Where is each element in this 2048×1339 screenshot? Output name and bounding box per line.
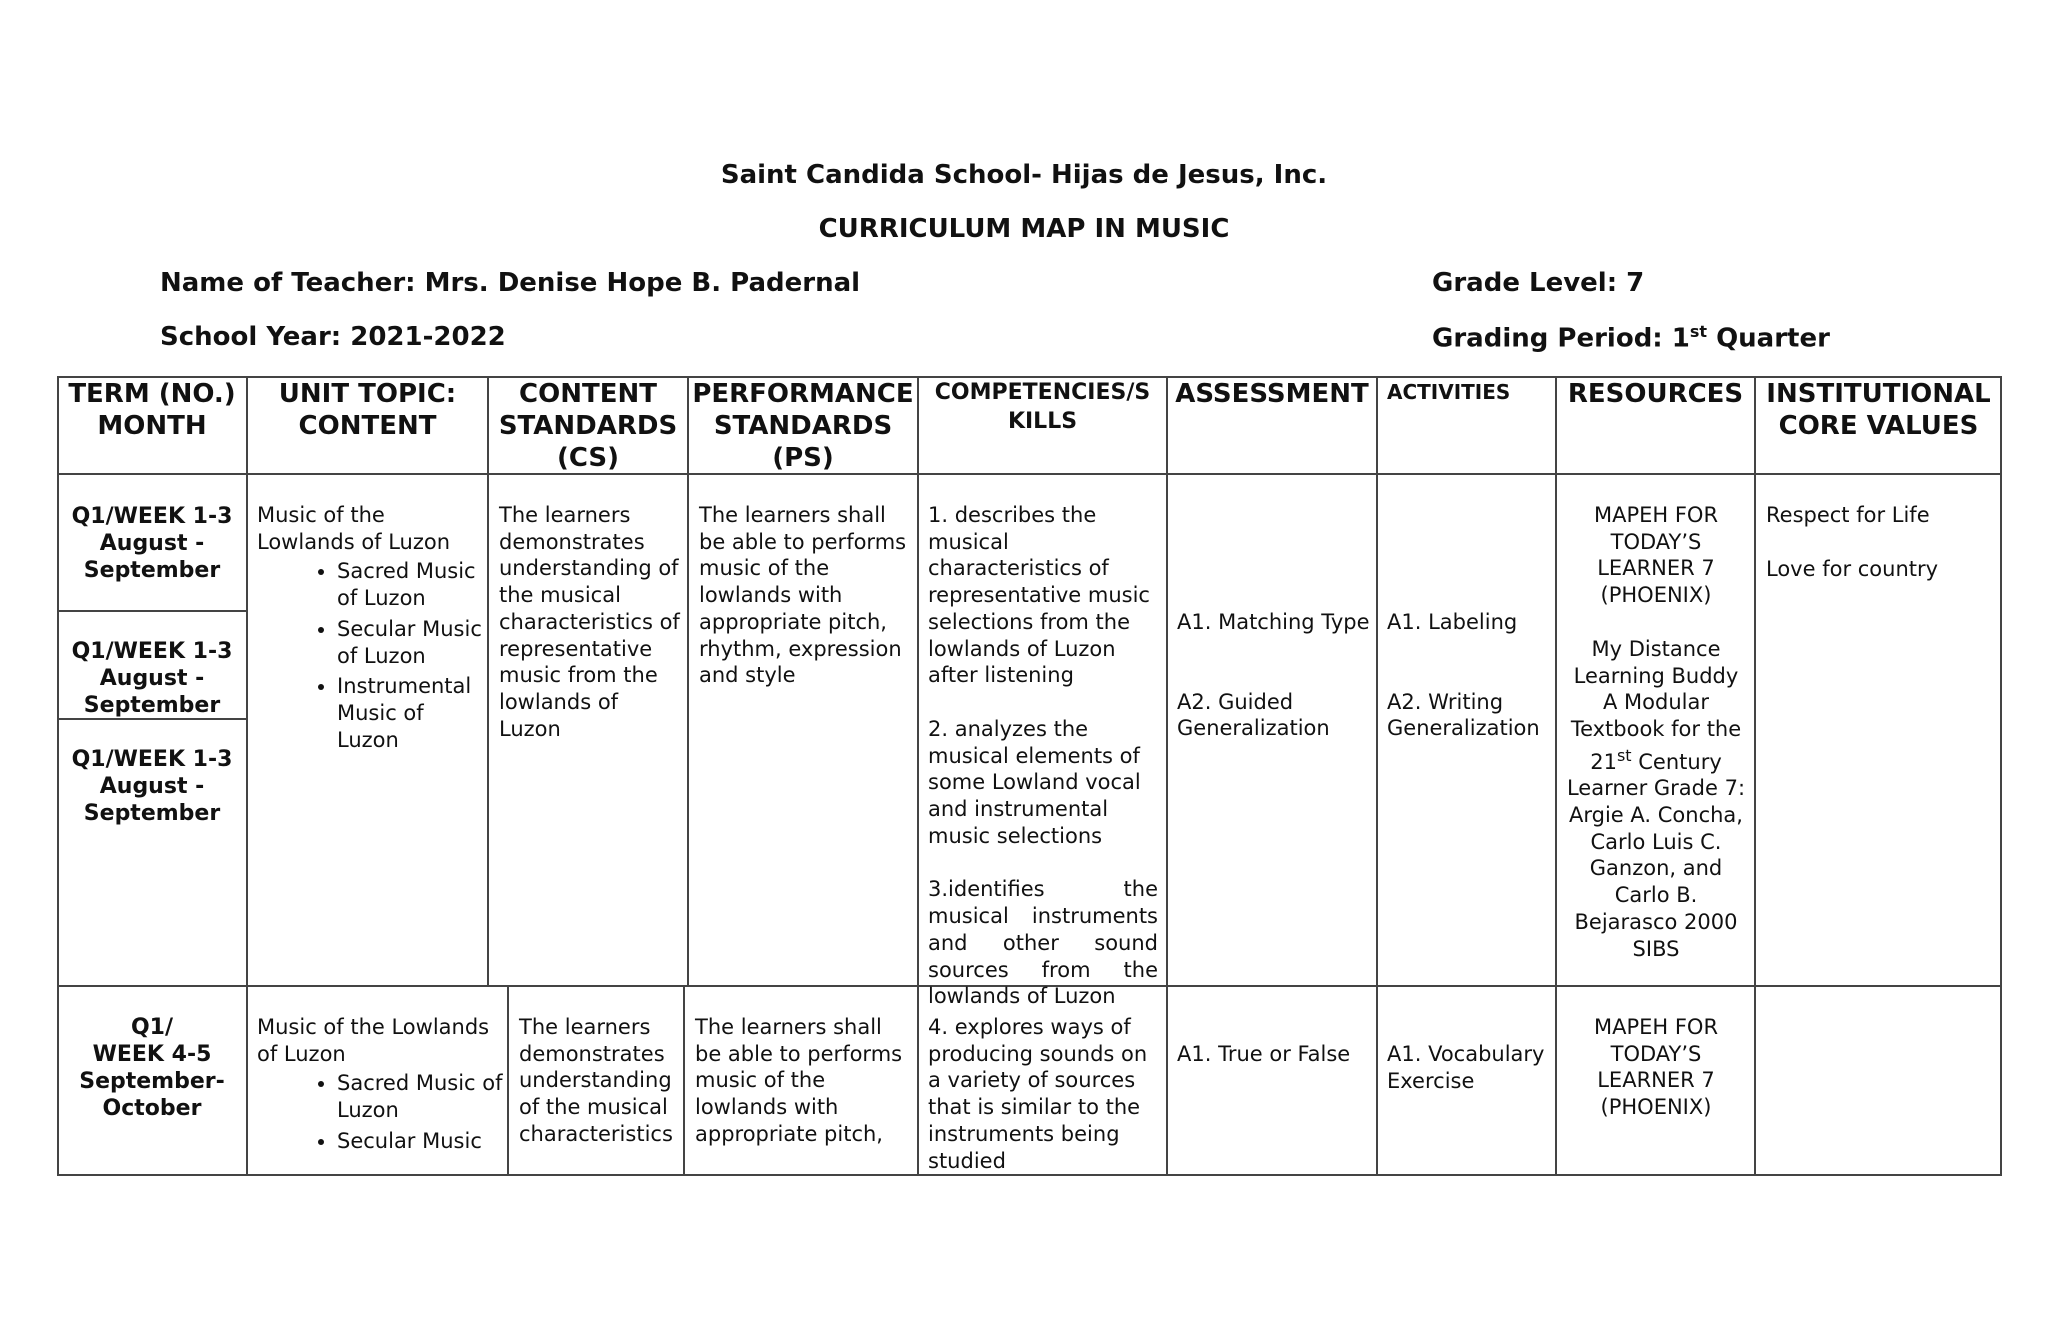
core-value-item: Love for country [1766,556,1939,581]
unit-topic-list [257,1070,505,1154]
col-line [1166,376,1168,1176]
list-item: • Sacred Music of Luzon [337,1070,505,1123]
col-header-term-line: TERM (NO.) [68,379,236,409]
col-header-content-standards [488,378,688,474]
core-values-cell [1766,502,1996,582]
col-header-assessment [1167,378,1377,410]
term-line: September [83,801,221,826]
list-item: • Secular Music [337,1128,505,1155]
col-header-unit-line: CONTENT [298,411,437,441]
list-item: • Secular Music of Luzon [337,616,485,669]
term-cell [57,746,247,827]
unit-topic-title: Music of the Lowlands of Luzon [257,1015,490,1066]
competencies-cell [928,502,1158,1010]
term-cell [57,1014,247,1122]
col-header-ps-line: PERFORMANCE [692,379,914,409]
resource-sup: st [1616,745,1632,765]
col-header-act-line: ACTIVITIES [1387,380,1511,404]
col-line [507,985,509,1176]
col-header-resources [1556,378,1755,410]
assessment-item: A1. Matching Type [1177,610,1370,634]
col-header-performance-standards [688,378,918,474]
resource-item [1566,636,1746,962]
unit-topic-list [257,558,485,753]
term-divider-1 [57,610,247,612]
activities-cell [1387,609,1551,742]
performance-standards-cell: The learners shall be able to performs music of the lowlands with appropriate pitch, rhythm, expression and style [699,503,907,688]
col-header-term [57,378,247,442]
core-value-item: Respect for Life [1766,503,1930,527]
col-header-assess-line: ASSESSMENT [1175,379,1369,409]
col-line [683,985,685,1176]
header-row-divider [57,473,2002,475]
col-header-res-line: RESOURCES [1567,379,1744,409]
term-line: Q1/WEEK 1-3 [71,504,233,529]
list-item: • Sacred Music of Luzon [337,558,485,611]
col-header-activities [1377,378,1556,407]
competency-item: 3.identifies the musical instruments and other sound sources from the lowlands of Luzon [928,877,1158,1009]
activity-item: A1. Labeling [1387,610,1518,634]
term-cell [57,503,247,584]
term-line: WEEK 4-5 [92,1042,212,1067]
col-line [1754,376,1756,1176]
term-line: Q1/WEEK 1-3 [71,747,233,772]
document-title: CURRICULUM MAP IN MUSIC [818,214,1230,244]
col-header-cs-line: (CS) [556,443,620,473]
grade-level: Grade Level: 7 [1432,268,1645,298]
resource-item: MAPEH FOR TODAY’S LEARNER 7 (PHOENIX) [1593,503,1719,608]
term-line: Q1/ [130,1015,174,1040]
resources-cell: MAPEH FOR TODAY’S LEARNER 7 (PHOENIX) [1593,1015,1719,1120]
col-header-icv-line: INSTITUTIONAL [1766,379,1991,409]
grading-period-sup: st [1689,322,1708,341]
col-header-comp-line: COMPETENCIES/S [934,380,1151,405]
term-line: August - [99,531,205,556]
term-line: Q1/WEEK 1-3 [71,639,233,664]
unit-topic-cell [257,1014,505,1159]
col-header-term-line: MONTH [97,411,207,441]
col-header-competencies [918,378,1167,436]
activities-cell: A1. Vocabulary Exercise [1387,1042,1545,1093]
resources-cell [1566,502,1746,962]
col-header-core-values [1755,378,2002,442]
col-header-comp-line: KILLS [1007,409,1078,434]
unit-topic-title: Music of the Lowlands of Luzon [257,503,451,554]
term-line: August - [99,774,205,799]
competency-item: 1. describes the musical characteristics of representative music selections from the lowlands of Luzon after listening [928,503,1150,688]
term-line: September [83,558,221,583]
resource-text: My Distance Learning Buddy A Modular Textbook for the 21 [1570,636,1742,774]
unit-topic-cell [257,502,485,757]
term-line: September [83,693,221,718]
grading-period-prefix: Grading Period: 1 [1432,323,1690,354]
col-header-cs-line: STANDARDS [498,411,678,441]
col-header-cs-line: CONTENT [519,379,657,409]
term-line: September- [79,1069,225,1094]
term-cell [57,638,247,719]
term-line: August - [99,666,205,691]
teacher-name: Name of Teacher: Mrs. Denise Hope B. Padernal [160,268,861,298]
grading-period [1432,322,1830,354]
competencies-cell: 4. explores ways of producing sounds on a variety of sources that is similar to the instruments being studied [928,1015,1148,1173]
school-name: Saint Candida School- Hijas de Jesus, Inc. [720,160,1328,190]
term-line: October [102,1096,202,1121]
competency-item: 2. analyzes the musical elements of some Lowland vocal and instrumental music selections [928,716,1141,848]
content-standards-cell: The learners demonstrates understanding of the musical characteristics of representative music from the lowlands of Luzon [499,503,680,741]
col-line [1376,376,1378,1176]
performance-standards-cell: The learners shall be able to performs music of the lowlands with appropriate pitch, [695,1015,903,1146]
col-line [1555,376,1557,1176]
assessment-item: A2. Guided Generalization [1177,689,1330,741]
list-item: • Instrumental Music of Luzon [337,673,485,753]
school-year: School Year: 2021-2022 [160,322,506,352]
col-header-ps-line: (PS) [772,443,834,473]
assessment-cell [1177,609,1373,742]
col-line [917,376,919,1176]
col-header-ps-line: STANDARDS [713,411,893,441]
col-header-icv-line: CORE VALUES [1778,411,1979,441]
content-standards-cell: The learners demonstrates understanding of the musical characteristics [519,1015,673,1146]
grading-period-suffix: Quarter [1707,323,1830,354]
col-header-unit [247,378,488,442]
resource-text: Century Learner Grade 7: Argie A. Concha, Carlo Luis C. Ganzon, and Carlo B. Bejarasco 2000 SIBS [1566,749,1746,961]
col-header-unit-line: UNIT TOPIC: [278,379,457,409]
activity-item: A2. Writing Generalization [1387,689,1540,741]
assessment-cell: A1. True or False [1177,1042,1351,1066]
